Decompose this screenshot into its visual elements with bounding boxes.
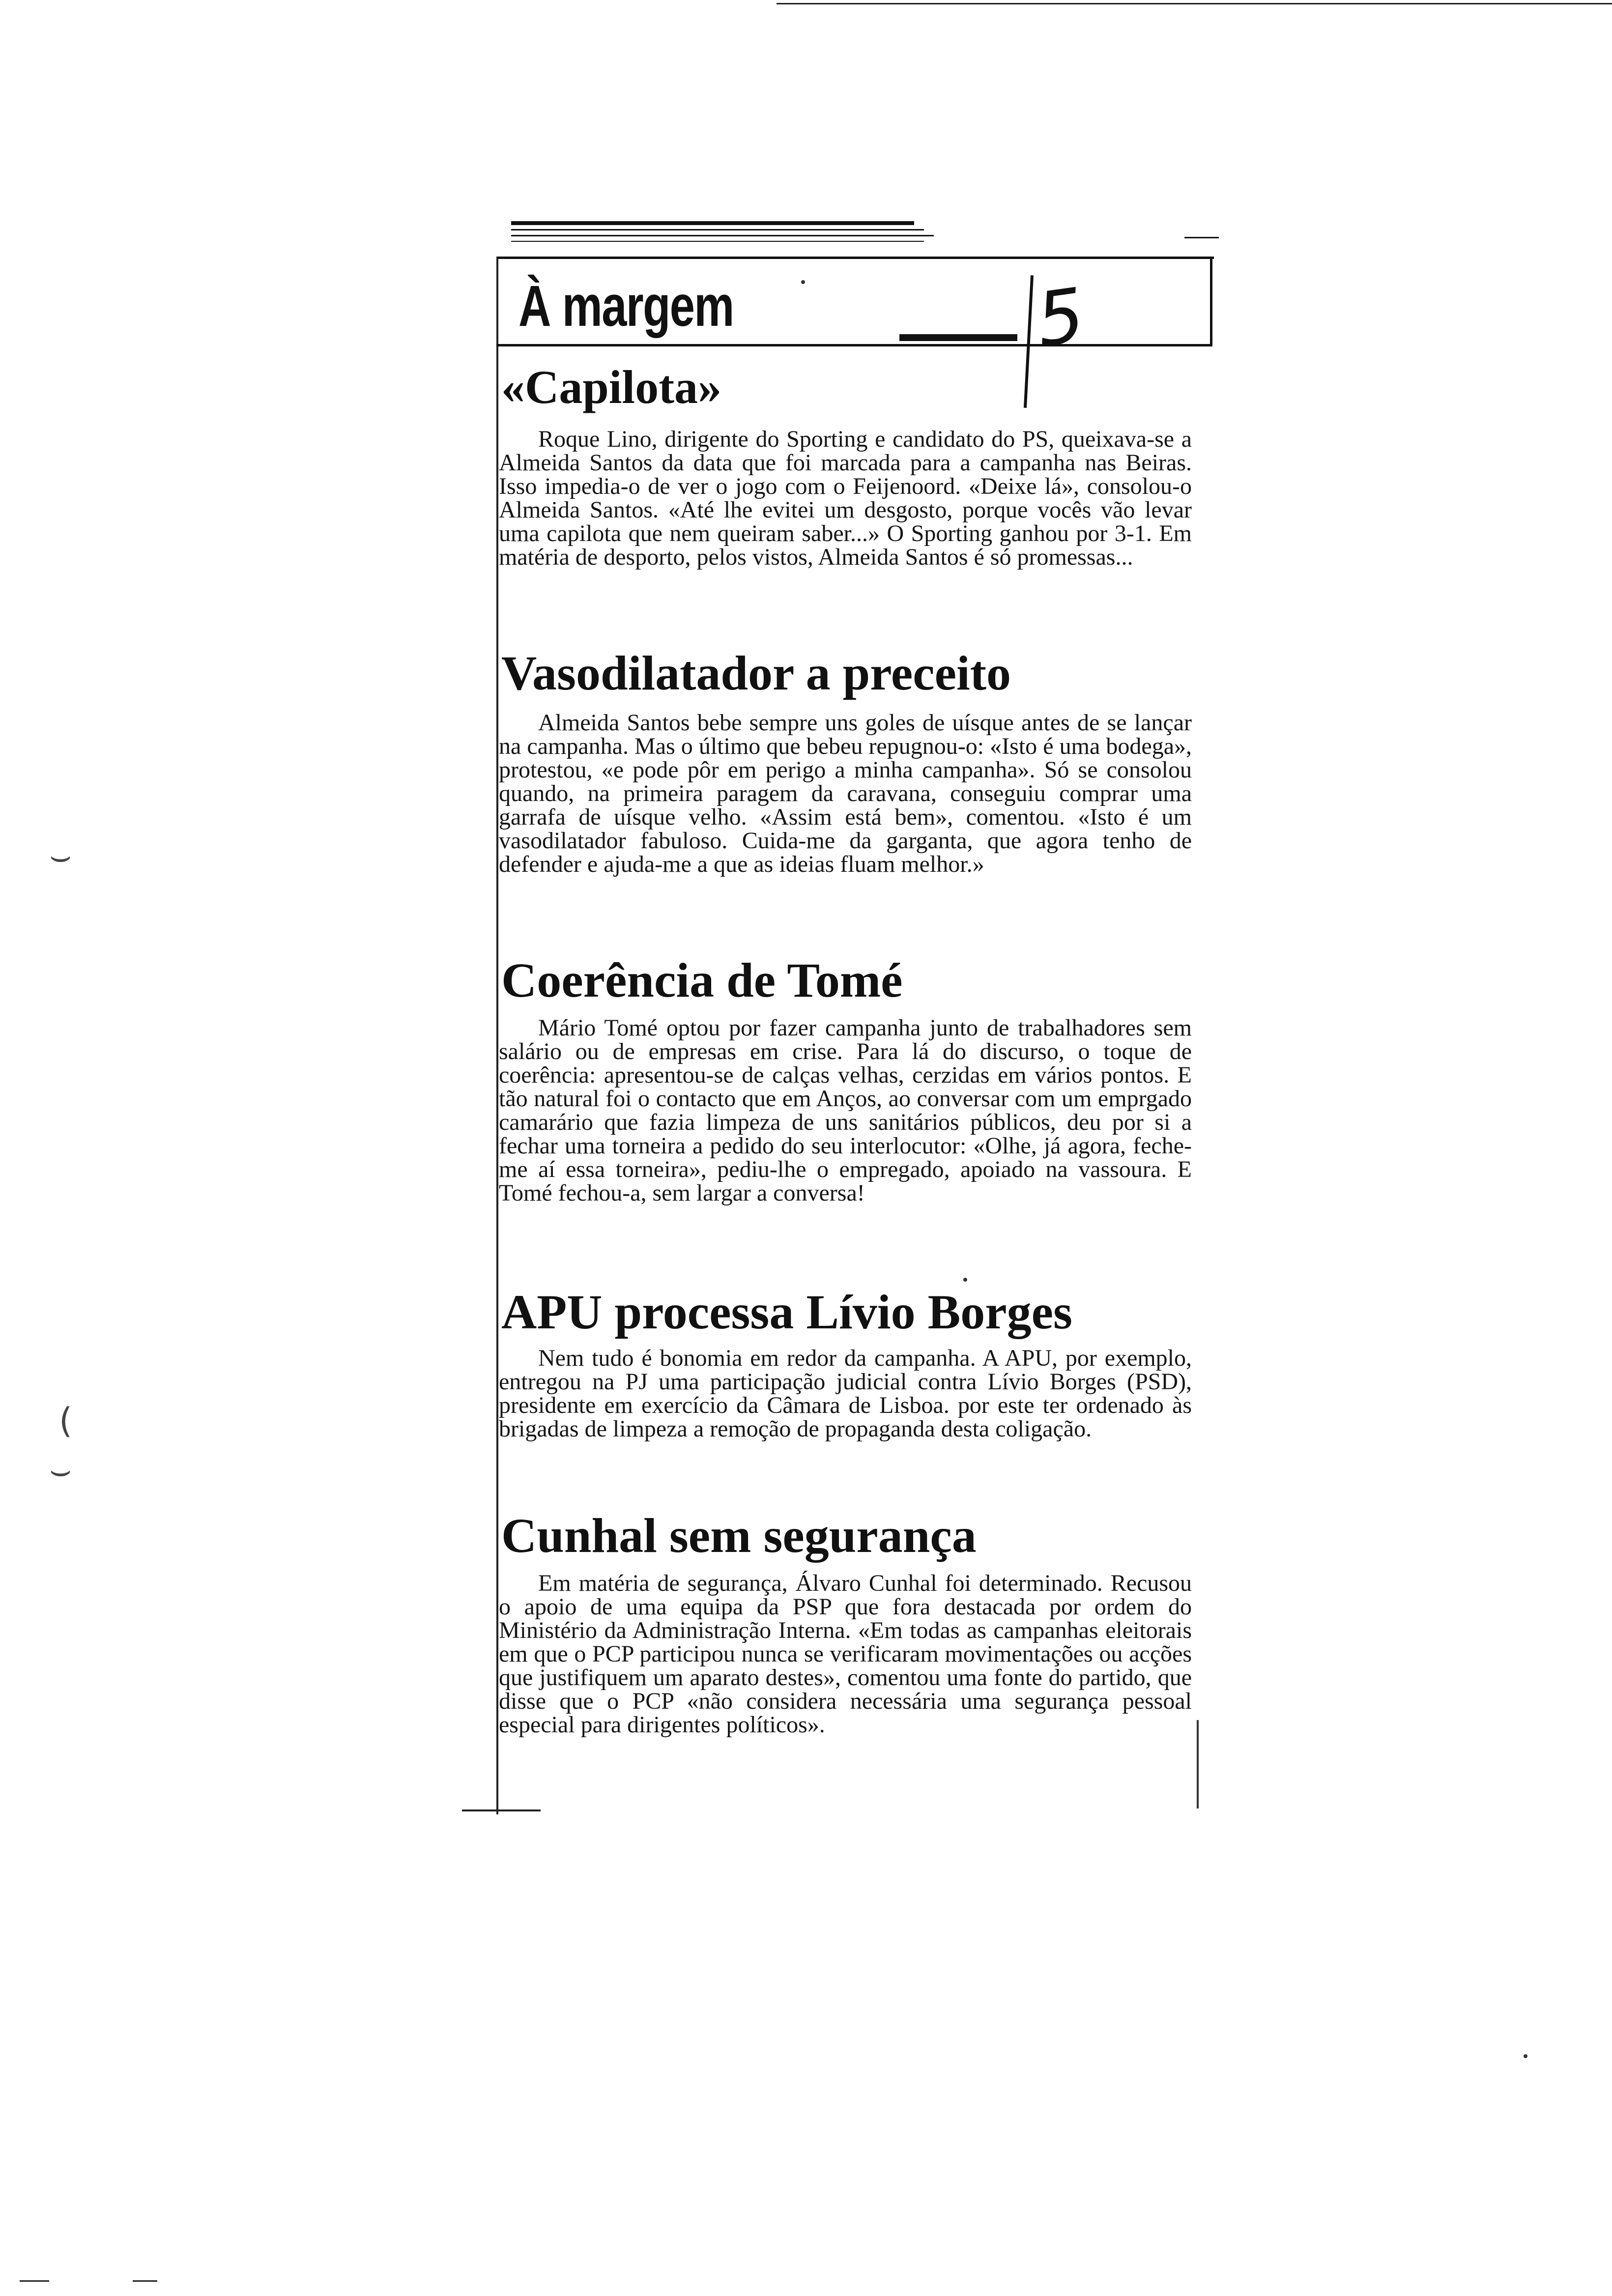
- scan-speck: [1524, 2054, 1527, 2058]
- article-headline-coerencia: Coerência de Tomé: [501, 953, 903, 1007]
- header-rule-thin-1: [511, 229, 924, 230]
- handwritten-page-mark: 5: [1031, 272, 1090, 364]
- article-headline-apu: APU processa Lívio Borges: [501, 1285, 1072, 1339]
- article-body-cunhal: [499, 1572, 1192, 1737]
- header-rule-thin-2: [511, 235, 934, 236]
- handwritten-bar: [1024, 275, 1034, 408]
- margin-mark: ⌣: [49, 1450, 72, 1490]
- article-paragraph: Nem tudo é bonomia em redor da campanha. A APU, por exemplo, entregou na PJ uma participação judicial contra Lívio Borges (PSD), presidente em exercício da Câmara de Lisboa. por este ter ordenado às brigadas de limpeza a remoção de propaganda desta coligação.: [499, 1345, 1192, 1442]
- margin-mark: ⌣: [49, 835, 72, 876]
- header-rule-thin-3: [511, 241, 924, 242]
- header-rule-right: [1184, 237, 1219, 238]
- clipping-border-left: [496, 257, 498, 1814]
- article-headline-capilota: «Capilota»: [501, 361, 722, 413]
- scan-mark-bottom: [133, 2280, 157, 2282]
- section-title-rule: [496, 344, 1212, 346]
- clipping-border-bottom: [462, 1809, 541, 1811]
- article-body-coerencia: [499, 1016, 1192, 1205]
- margin-mark: (: [59, 1401, 73, 1441]
- clipping-border-right: [1210, 257, 1212, 345]
- article-body-capilota: [499, 428, 1192, 569]
- article-paragraph: Em matéria de segurança, Álvaro Cunhal foi determinado. Recusou o apoio de uma equipa da PSP que fora destacada por ordem do Ministério da Administração Interna. «Em todas as campanhas eleitorais em que o PCP participou nunca se verificaram movimentações ou acções que justifiquem um aparato destes», comentou uma fonte do partido, que disse que o PCP «não considera necessária uma segurança pessoal especial para dirigentes políticos».: [499, 1570, 1192, 1738]
- article-paragraph: Almeida Santos bebe sempre uns goles de uísque antes de se lançar na campanha. Mas o último que bebeu repugnou-o: «Isto é uma bodega», protestou, «e pode pôr em perigo a minha campanha». Só se consolou quando, na primeira paragem da caravana, conseguiu comprar uma garrafa de uísque velho. «Assim está bem», comentou. «Isto é um vasodilatador fabuloso. Cuida-me da garganta, que agora tenho de defender e ajuda-me a que as ideias fluam melhor.»: [499, 710, 1192, 877]
- clipping-border-right-lower: [1197, 1720, 1199, 1808]
- article-headline-cunhal: Cunhal sem segurança: [501, 1508, 977, 1563]
- article-body-vasodilatador: [499, 711, 1192, 876]
- scan-line-top: [777, 3, 1612, 4]
- clipping-border-top: [496, 257, 1214, 259]
- scan-speck: [963, 1278, 967, 1282]
- handwritten-stroke: [899, 334, 1017, 341]
- section-title: À margem: [518, 274, 734, 339]
- scan-speck: [801, 280, 805, 284]
- header-rule-thick: [511, 221, 914, 225]
- article-headline-vasodilatador: Vasodilatador a preceito: [501, 646, 1011, 700]
- scan-mark-bottom: [20, 2280, 49, 2282]
- article-paragraph: Roque Lino, dirigente do Sporting e candidato do PS, queixava-se a Almeida Santos da data que foi marcada para a campanha nas Beiras. Isso impedia-o de ver o jogo com o Feijenoord. «Deixe lá», consolou-o Almeida Santos. «Até lhe evitei um desgosto, porque vocês vão levar uma capilota que nem queiram saber...» O Sporting ganhou por 3-1. Em matéria de desporto, pelos vistos, Almeida Santos é só promessas...: [499, 426, 1192, 570]
- article-paragraph: Mário Tomé optou por fazer campanha junto de trabalhadores sem salário ou de empresas em crise. Para lá do discurso, o toque de coerência: apresentou-se de calças velhas, cerzidas em vários pontos. E tão natural foi o contacto que em Anços, ao conversar com um emprgado camarário que fazia limpeza de uns sanitários públicos, deu por si a fechar uma torneira a pedido do seu interlocutor: «Olhe, já agora, feche-me aí essa torneira», pediu-lhe o empregado, apoiado na vassoura. E Tomé fechou-a, sem largar a conversa!: [499, 1015, 1192, 1206]
- article-body-apu: [499, 1347, 1192, 1441]
